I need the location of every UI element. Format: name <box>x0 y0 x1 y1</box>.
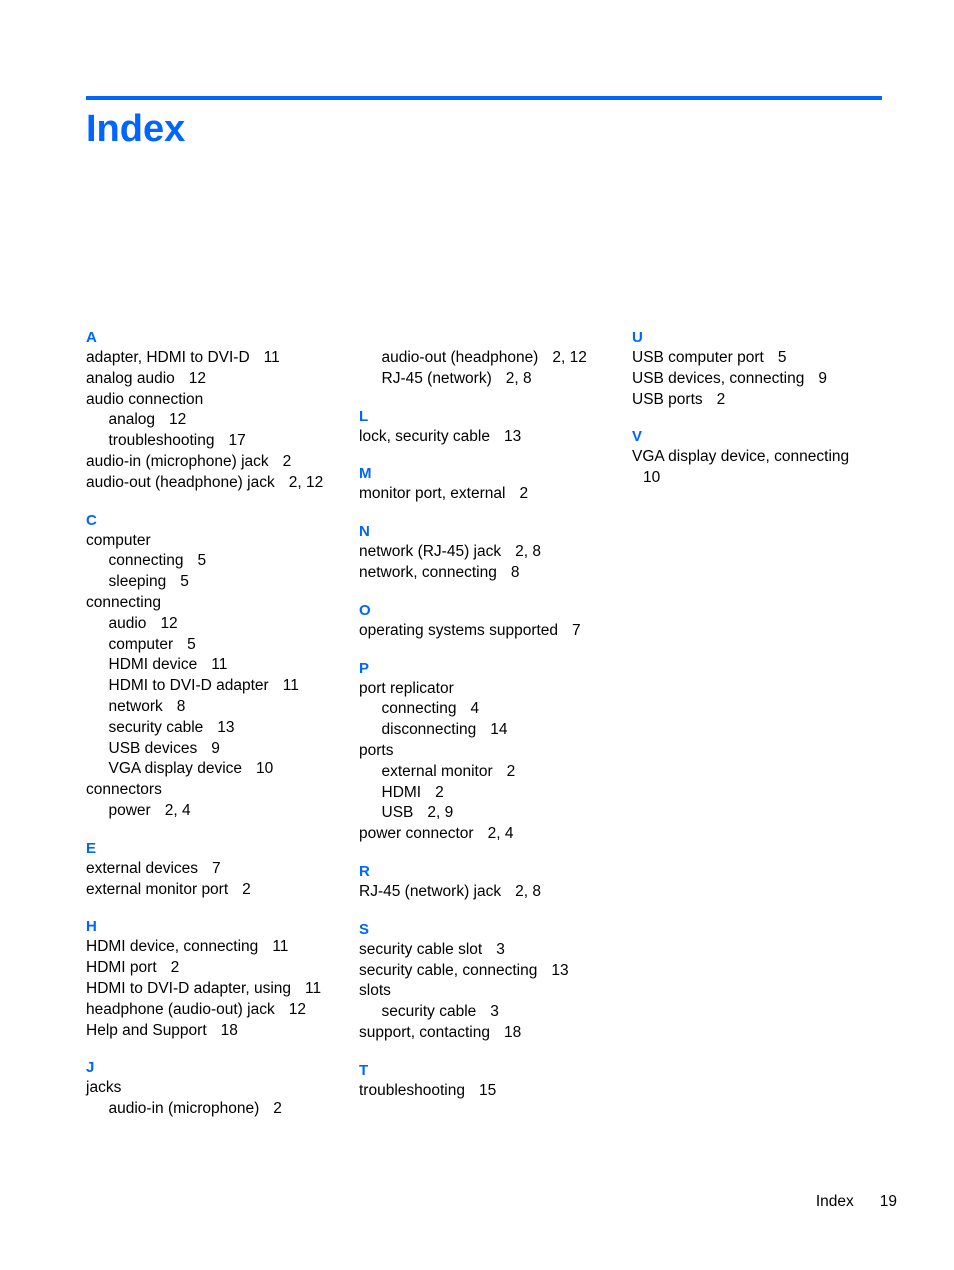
index-letter-heading: V <box>632 428 643 446</box>
index-entry-text: HDMI to DVI-D adapter, using <box>86 979 292 997</box>
index-entry-text: audio-in (microphone) jack <box>86 452 269 470</box>
index-entry-text: VGA display device, connecting <box>632 448 850 466</box>
index-entry-pages[interactable]: 7 <box>572 621 581 639</box>
index-entry-text: audio connection <box>86 390 204 408</box>
footer-page-number: 19 <box>879 1193 897 1210</box>
index-entry-text: support, contacting <box>359 1023 490 1041</box>
title-rule <box>86 96 882 100</box>
index-entry-text: power connector <box>359 825 474 843</box>
index-entry <box>86 1000 346 1021</box>
index-entry <box>359 882 619 903</box>
index-entry-pages[interactable]: 4 <box>470 700 480 718</box>
index-entry-text: lock, security cable <box>359 427 490 445</box>
index-entry <box>86 369 346 390</box>
index-entry <box>632 369 882 390</box>
index-letter-heading: A <box>86 329 97 346</box>
index-entry <box>632 390 882 411</box>
index-entry-pages[interactable]: 2 <box>435 783 444 801</box>
index-entry-pages[interactable]: 2, 4 <box>164 801 191 819</box>
index-group <box>359 919 619 1044</box>
index-entry-text: slots <box>359 982 391 1000</box>
index-entry-text: HDMI device <box>108 656 198 674</box>
index-entry-pages[interactable]: 11 <box>263 349 280 366</box>
index-group <box>359 658 619 845</box>
index-entry-text: computer <box>108 635 174 653</box>
index-entry-text: VGA display device <box>108 760 243 778</box>
index-letter-heading: T <box>359 1061 369 1079</box>
index-entry-text: monitor port, external <box>359 485 506 503</box>
index-subentry <box>86 1099 346 1120</box>
index-entry-text: HDMI to DVI-D adapter <box>108 677 269 695</box>
index-entry-text: ports <box>359 741 394 759</box>
index-subentry <box>86 718 346 739</box>
index-entry <box>86 348 346 369</box>
index-subentry <box>359 348 619 369</box>
index-entry-pages[interactable]: 8 <box>176 697 186 715</box>
index-group <box>359 463 619 505</box>
index-subentry <box>86 739 346 760</box>
index-group <box>86 327 346 494</box>
index-entry <box>86 979 346 1000</box>
index-entry-text: port replicator <box>359 679 454 697</box>
index-group <box>359 406 619 448</box>
index-column-1 <box>86 327 346 1136</box>
index-entry <box>632 447 882 489</box>
index-group <box>359 600 619 642</box>
index-letter-heading: M <box>359 465 372 483</box>
index-letter-heading: N <box>359 523 370 541</box>
index-entry-pages[interactable]: 2, 4 <box>487 825 514 843</box>
index-entry-text: adapter, HDMI to DVI-D <box>86 349 250 366</box>
index-entry-text: network (RJ-45) jack <box>359 543 502 561</box>
index-entry-text: RJ-45 (network) <box>381 369 492 387</box>
index-entry <box>359 824 619 845</box>
index-subentry <box>86 635 346 656</box>
index-entry-text: USB devices <box>108 739 198 757</box>
index-letter-heading: L <box>359 407 369 425</box>
index-column-2 <box>359 327 619 1118</box>
index-entry-text: connecting <box>381 700 457 718</box>
index-entry-pages[interactable]: 2 <box>273 1100 282 1118</box>
index-entry-text: USB ports <box>632 390 703 408</box>
index-entry <box>359 621 619 642</box>
index-entry-text: troubleshooting <box>108 432 215 450</box>
index-entry <box>86 859 346 880</box>
index-subentry <box>359 720 619 741</box>
index-entry-text: audio-out (headphone) <box>381 349 539 366</box>
index-entry-pages[interactable]: 13 <box>503 427 522 445</box>
index-entry-text: HDMI device, connecting <box>86 938 259 956</box>
index-letter-heading: J <box>86 1059 95 1077</box>
index-entry-pages[interactable]: 12 <box>160 614 178 632</box>
index-entry-text: analog audio <box>86 369 175 387</box>
index-entry-pages[interactable]: 2 <box>506 762 516 780</box>
index-entry-pages[interactable]: 2, 8 <box>515 882 541 900</box>
index-group <box>86 1057 346 1120</box>
index-entry-pages[interactable]: 7 <box>212 859 221 877</box>
index-entry-text: power <box>108 801 151 819</box>
index-subentry <box>359 369 619 390</box>
footer-label: Index <box>815 1193 854 1210</box>
index-subentry <box>359 783 619 804</box>
index-entry <box>86 390 346 411</box>
page-footer <box>816 1192 897 1212</box>
index-entry-pages[interactable]: 18 <box>220 1021 238 1039</box>
index-entry <box>359 679 619 700</box>
index-letter-heading: U <box>632 329 643 346</box>
index-entry-pages[interactable]: 2 <box>519 485 529 503</box>
index-entry <box>359 427 619 448</box>
index-entry-pages[interactable]: 12 <box>169 411 187 429</box>
index-entry-text: external monitor port <box>86 880 229 898</box>
index-entry <box>86 1021 346 1042</box>
index-entry <box>86 937 346 958</box>
index-entry <box>359 741 619 762</box>
index-entry <box>359 961 619 982</box>
index-entry-text: RJ-45 (network) jack <box>359 882 502 900</box>
index-entry-text: USB devices, connecting <box>632 369 805 387</box>
index-subentry <box>359 1002 619 1023</box>
index-entry-text: connecting <box>108 552 184 570</box>
index-letter-heading: P <box>359 659 370 677</box>
index-subentry <box>359 762 619 783</box>
index-entry-pages[interactable]: 8 <box>510 563 520 581</box>
index-entry <box>86 452 346 473</box>
index-entry-pages[interactable]: 13 <box>551 961 569 979</box>
index-subentry <box>86 759 346 780</box>
index-entry-pages[interactable]: 2, 9 <box>427 804 454 822</box>
index-entry-text: headphone (audio-out) jack <box>86 1000 275 1018</box>
index-entry <box>359 1081 619 1102</box>
index-entry-pages[interactable]: 2, 12 <box>552 349 587 366</box>
index-entry-text: USB <box>381 804 414 822</box>
page-title: Index <box>86 108 186 150</box>
index-entry-text: security cable <box>381 1003 477 1021</box>
index-subentry <box>86 614 346 635</box>
index-entry-text: USB computer port <box>632 349 764 366</box>
index-entry-pages[interactable]: 5 <box>777 349 787 366</box>
index-entry-pages[interactable]: 3 <box>490 1003 499 1021</box>
index-entry-text: connectors <box>86 781 162 799</box>
index-entry-pages[interactable]: 5 <box>187 635 196 653</box>
index-entry <box>86 958 346 979</box>
index-entry-text: troubleshooting <box>359 1081 465 1099</box>
index-entry-pages[interactable]: 2, 8 <box>505 369 532 387</box>
index-entry-pages[interactable]: 12 <box>188 369 207 387</box>
index-entry-pages[interactable]: 2 <box>716 390 726 408</box>
index-subentry <box>86 431 346 452</box>
index-subentry <box>86 801 346 822</box>
index-entry-text: analog <box>108 411 156 429</box>
index-entry <box>86 1078 346 1099</box>
index-subentry <box>86 551 346 572</box>
index-letter-heading: E <box>86 839 97 857</box>
index-group <box>359 1060 619 1102</box>
index-entry-text: HDMI <box>381 783 422 801</box>
index-entry <box>359 563 619 584</box>
index-entry-pages[interactable]: 5 <box>197 552 207 570</box>
index-letter-heading: R <box>359 862 370 880</box>
index-entry-text: security cable <box>108 718 204 736</box>
index-entry-pages[interactable]: 12 <box>288 1000 306 1018</box>
index-entry-pages[interactable]: 9 <box>818 369 827 387</box>
index-entry <box>86 531 346 552</box>
index-entry-text: audio <box>108 614 147 632</box>
index-entry-pages[interactable]: 14 <box>490 721 508 739</box>
index-entry-pages[interactable]: 3 <box>496 940 505 958</box>
index-group <box>359 327 619 390</box>
index-group <box>86 916 346 1041</box>
index-entry-pages[interactable]: 11 <box>305 979 322 997</box>
index-group <box>359 861 619 903</box>
index-entry-text: external devices <box>86 859 199 877</box>
index-entry <box>86 473 346 494</box>
index-entry <box>359 940 619 961</box>
index-letter-heading: O <box>359 601 371 619</box>
index-entry-pages[interactable]: 5 <box>180 573 189 591</box>
index-entry-text: computer <box>86 531 151 549</box>
index-subentry <box>359 699 619 720</box>
index-entry-pages[interactable]: 2, 8 <box>515 543 541 561</box>
index-entry-pages[interactable]: 2 <box>282 452 292 470</box>
index-entry-pages[interactable]: 10 <box>256 760 274 778</box>
index-entry-pages[interactable]: 11 <box>272 938 289 956</box>
index-entry-pages[interactable]: 17 <box>228 432 246 450</box>
index-entry-pages[interactable]: 11 <box>211 656 228 674</box>
index-entry-text: connecting <box>86 593 161 611</box>
index-entry-pages[interactable]: 18 <box>503 1023 522 1041</box>
index-entry-text: disconnecting <box>381 721 477 739</box>
index-entry-text: security cable, connecting <box>359 961 538 979</box>
index-group <box>632 327 882 410</box>
index-group <box>86 510 346 822</box>
index-entry <box>359 542 619 563</box>
index-subentry <box>86 572 346 593</box>
index-entry-text: network, connecting <box>359 563 497 581</box>
index-entry <box>359 1023 619 1044</box>
index-entry-pages[interactable]: 2 <box>170 959 180 977</box>
index-subentry <box>86 676 346 697</box>
index-entry-text: HDMI port <box>86 959 157 977</box>
index-subentry <box>86 697 346 718</box>
index-entry-pages[interactable]: 2 <box>242 880 251 898</box>
index-entry-text: Help and Support <box>86 1021 207 1039</box>
index-entry-pages[interactable]: 11 <box>282 677 299 695</box>
index-entry-text: audio-in (microphone) <box>108 1100 260 1118</box>
index-entry <box>86 593 346 614</box>
index-group <box>359 521 619 584</box>
index-subentry <box>86 410 346 431</box>
index-entry-pages[interactable]: 2, 12 <box>288 473 324 491</box>
index-entry-text: audio-out (headphone) jack <box>86 473 275 491</box>
index-entry-text: sleeping <box>108 573 167 591</box>
index-entry-text: external monitor <box>381 762 493 780</box>
index-entry-text: jacks <box>86 1079 122 1097</box>
index-entry <box>86 780 346 801</box>
index-group <box>632 426 882 489</box>
index-entry <box>86 880 346 901</box>
index-entry-text: security cable slot <box>359 940 483 958</box>
index-subentry <box>359 803 619 824</box>
index-entry-pages[interactable]: 10 <box>643 469 661 487</box>
index-column-3 <box>632 327 882 505</box>
index-entry-pages[interactable]: 15 <box>479 1081 497 1099</box>
index-entry <box>359 484 619 505</box>
index-letter-heading: S <box>359 920 370 938</box>
index-entry-text: operating systems supported <box>359 621 559 639</box>
index-entry <box>359 981 619 1002</box>
index-letter-heading: C <box>86 511 97 529</box>
index-letter-heading <box>359 327 619 348</box>
index-entry <box>632 348 882 369</box>
index-entry-pages[interactable]: 13 <box>217 718 235 736</box>
index-group <box>86 838 346 901</box>
index-entry-text: network <box>108 697 163 715</box>
index-entry-pages[interactable]: 9 <box>211 739 220 757</box>
index-subentry <box>86 655 346 676</box>
index-letter-heading: H <box>86 918 97 936</box>
